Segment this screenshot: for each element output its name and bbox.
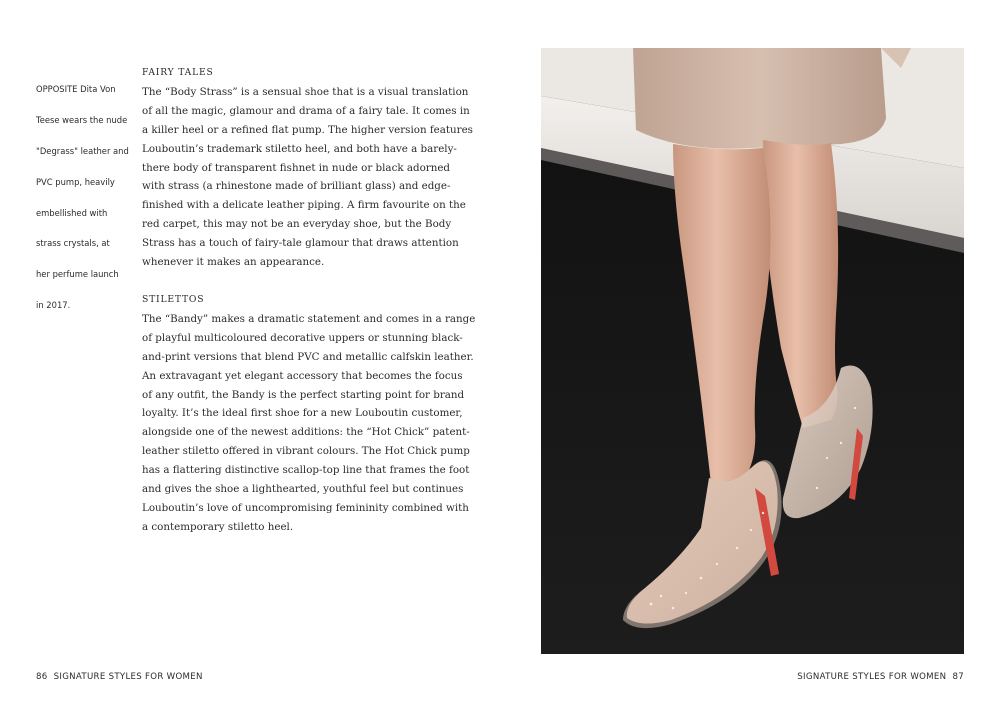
page-number-right: 87 xyxy=(952,672,964,682)
section-heading: STILETTOS xyxy=(142,293,205,305)
paragraph-line: red carpet, this may not be an everyday shoe, but the Body xyxy=(142,218,452,231)
photo-caption xyxy=(36,67,132,329)
article-body xyxy=(142,64,476,537)
paragraph-line: Louboutin’s trademark stiletto heel, and both have a barely- xyxy=(142,142,457,155)
paragraph-line: of all the magic, glamour and drama of a fairy tale. It comes in xyxy=(142,104,470,117)
skirt xyxy=(633,48,886,149)
paragraph-line: loyalty. It’s the ideal first shoe for a new Louboutin customer, xyxy=(142,407,463,420)
paragraph-line: of any outfit, the Bandy is the perfect starting point for brand xyxy=(142,388,465,401)
footer-right xyxy=(797,672,964,682)
paragraph-line: there body of transparent fishnet in nude or black adorned xyxy=(142,161,451,174)
caption-line: embellished with xyxy=(36,207,108,218)
paragraph-line: a killer heel or a refined flat pump. The higher version features xyxy=(142,123,473,136)
paragraph-line: An extravagant yet elegant accessory that becomes the focus xyxy=(142,369,463,382)
paragraph-line: with strass (a rhinestone made of brilliant glass) and edge- xyxy=(142,180,451,193)
paragraph-line: a contemporary stiletto heel. xyxy=(142,520,294,533)
running-title-right: SIGNATURE STYLES FOR WOMEN xyxy=(797,672,947,682)
paragraph-line: leather stiletto offered in vibrant colours. The Hot Chick pump xyxy=(142,445,470,458)
paragraph-line: The “Bandy” makes a dramatic statement and comes in a range xyxy=(142,312,476,325)
paragraph-line: of playful multicoloured decorative uppers or stunning black- xyxy=(142,331,463,344)
paragraph-line: alongside one of the newest additions: the “Hot Chick” patent- xyxy=(142,426,470,439)
right-page xyxy=(500,0,1000,721)
caption-line: OPPOSITE Dita Von xyxy=(36,84,116,95)
page-number-left: 86 xyxy=(36,672,48,682)
section-stilettos xyxy=(142,291,476,537)
photo-legs-in-pumps xyxy=(541,48,964,654)
footer-left xyxy=(36,672,203,682)
running-title-left: SIGNATURE STYLES FOR WOMEN xyxy=(53,672,203,682)
photo-illustration xyxy=(541,48,964,654)
section-heading: FAIRY TALES xyxy=(142,67,214,78)
section-fairy-tales xyxy=(142,64,473,272)
paragraph-line: The “Body Strass” is a sensual shoe that is a visual translation xyxy=(142,85,469,98)
paragraph-line: and-print versions that blend PVC and metallic calfskin leather. xyxy=(142,350,474,363)
paragraph-line: has a flattering distinctive scallop-top line that frames the foot xyxy=(142,464,470,477)
paragraph-line: Louboutin’s love of uncompromising femininity combined with xyxy=(142,501,469,514)
caption-line: PVC pump, heavily xyxy=(36,176,115,187)
caption-line: Teese wears the nude xyxy=(36,115,128,126)
caption-line: her perfume launch xyxy=(36,269,119,280)
paragraph-line: Strass has a touch of fairy-tale glamour that draws attention xyxy=(142,237,459,250)
caption-line: "Degrass" leather and xyxy=(36,146,129,157)
caption-line: in 2017. xyxy=(36,300,71,311)
paragraph-line: and gives the shoe a lighthearted, youthful feel but continues xyxy=(142,483,464,496)
caption-line: strass crystals, at xyxy=(36,238,110,249)
paragraph-line: whenever it makes an appearance. xyxy=(142,256,325,269)
paragraph-line: finished with a delicate leather piping. A firm favourite on the xyxy=(142,199,466,212)
